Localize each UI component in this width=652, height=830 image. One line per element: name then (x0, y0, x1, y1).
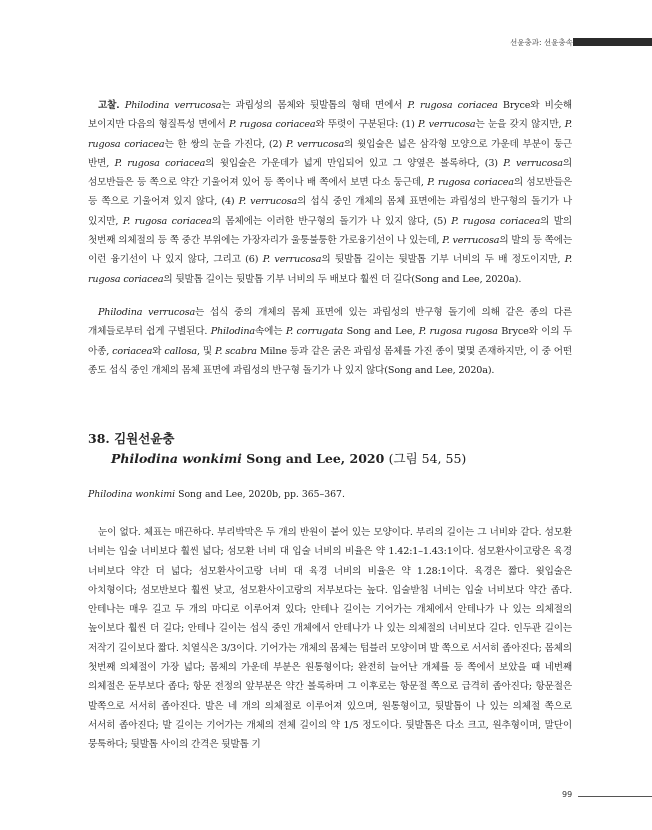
species-name: Philodina wonkimi (111, 451, 242, 466)
discussion-label: 고찰. (98, 100, 125, 111)
header-bar (573, 38, 652, 46)
page-number: 99 (562, 790, 573, 799)
footer-rule (578, 796, 652, 797)
section-title: 38. 김원선윤충 (88, 431, 175, 446)
running-header: 선윤충과: 선윤충속 (510, 38, 573, 47)
species-author: Song and Lee, 2020 (241, 451, 389, 466)
description-paragraph: 눈이 없다. 체표는 매끈하다. 부리박막은 두 개의 반원이 붙어 있는 모양이다. 부리의 길이는 그 너비와 같다. 섬모환 너비는 입술 너비보다 훨씬 넓다; 섬모환 너비 대 입술 너비의 비율은 약 1.42:1–1.43:1이다. 섬모환사이고랑은 육경 너비보다 약간 더 넓다; 섬모환사이고랑 너비 대 육경 너비의 비율은 약 1.28:1이다. 육경은 짧다. 윗입술은 아치형이다; 섬모반보다 훨씬 낮고, 섬모환사이고랑의 저부보다는 높다. 입술받침 너비는 입술 너비보다 약간 좁다. 안테나는 매우 길고 두 개의 마디로 이루어져 있다; 안테나 길이는 기어가는 개체에서 안테나가 나 있는 의체절의 높이보다 훨씬 더 길다; 안테나 길이는 섭식 중인 개체에서 안테나가 나 있는 의체절의 너비보다 길다. 인두관 길이는 저작기 길이보다 짧다. 치열식은 3/3이다. 기어가는 개체의 몸체는 텁블러 모양이며 발 쪽으로 서서히 좁아진다; 몸체의 첫번째 의체절이 가장 넓다; 몸체의 가운데 부분은 원통형이다; 완전히 늘어난 개체를 등 쪽에서 보았을 때 네번째 의체절은 둔부보다 좁다; 항문 전정의 앞부분은 약간 볼록하며 그 이후로는 항문절 쪽으로 급격히 좁아진다; 항문절은 발쪽으로 서서히 좁아진다. 발은 네 개의 의체절로 이루어져 있으며, 원통형이고, 뒷발톱이 나 있는 의체절 쪽으로 서서히 좁아진다; 발 길이는 기어가는 개체의 전체 길이의 약 1/5 정도이다. 뒷발톱은 다소 크고, 원추형이며, 말단이 뭉툭하다; 뒷발톱 사이의 간격은 뒷발톱 기 (88, 527, 572, 751)
distinction-paragraph: Philodina verrucosa는 섭식 중의 개체의 몸체 표면에 있는 과립성의 반구형 돌기에 의해 같은 종의 다른 개체들로부터 쉽게 구별된다. Philodina속에는 P. corrugata Song and Lee, P. rugosa rugosa Bryce와 이의 두 아종, coriacea와 callosa, 및 P. scabra Milne 등과 같은 굵은 과립성 몸체를 가진 종이 몇몇 존재하지만, 이 중 어떤 종도 섭식 중인 개체의 몸체 표면에 과립성의 반구형 돌기가 나 있지 않다(Song and Lee, 2020a). (88, 307, 573, 376)
figure-reference: (그림 54, 55) (388, 451, 467, 466)
species-citation: Philodina wonkimi Song and Lee, 2020b, pp. 365–367. (88, 489, 345, 500)
discussion-paragraph: 고찰. Philodina verrucosa는 과립성의 몸체와 뒷발톱의 형태 면에서 P. rugosa coriacea Bryce와 비슷해 보이지만 다음의 형질특성 면에서 P. rugosa coriacea와 뚜렷이 구분된다: (1) P. verrucosa는 눈을 갖지 않지만, P. rugosa coriacea는 한 쌍의 눈을 가진다, (2) P. verrucosa의 윗입술은 넓은 삼각형 모양으로 가운데 부분이 둥근 반면, P. rugosa coriacea의 윗입술은 가운데가 넓게 만입되어 있고 그 양옆은 볼록하다, (3) P. verrucosa의 섬모반들은 등 쪽으로 약간 기울어져 있어 등 쪽이나 배 쪽에서 보면 다소 둥근데, P. rugosa coriacea의 섬모반들은 등 쪽으로 기울어져 있지 않다, (4) P. verrucosa의 섭식 중인 개체의 몸체 표면에는 과립성의 반구형의 돌기가 나 있지만, P. rugosa coriacea의 몸체에는 이러한 반구형의 돌기가 나 있지 않다, (5) P. rugosa coriacea의 발의 첫번째 의체절의 등 쪽 중간 부위에는 가장자리가 울퉁불퉁한 가로융기선이 나 있는데, P. verrucosa의 발의 등 쪽에는 이런 융기선이 나 있지 않다, 그리고 (6) P. verrucosa의 뒷발톱 길이는 뒷발톱 기부 너비의 두 배 정도이지만, P. rugosa coriacea의 뒷발톱 길이는 뒷발톱 기부 너비의 두 배보다 훨씬 더 길다(Song and Lee, 2020a). (88, 100, 573, 285)
species-heading (111, 449, 466, 469)
